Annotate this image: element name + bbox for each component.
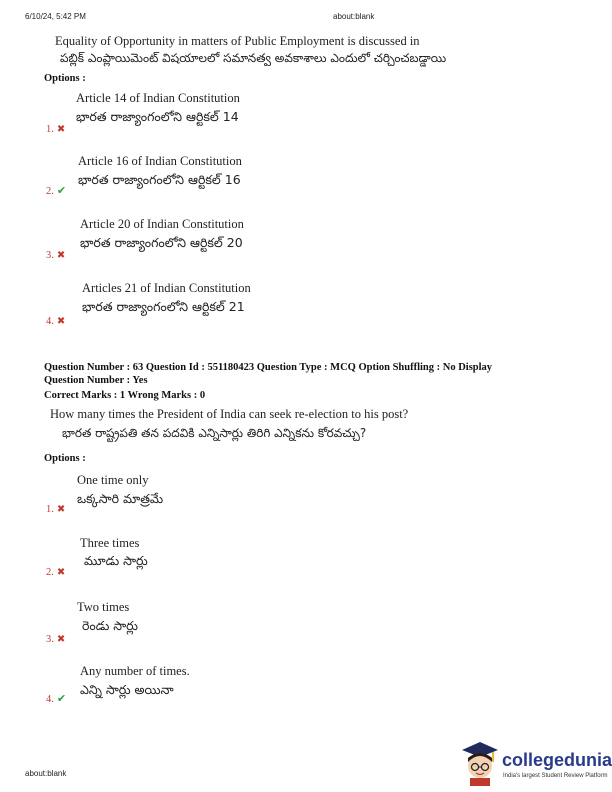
q63-option-1-te: ఒక్కసారి మాత్రమే	[77, 491, 164, 506]
logo-tagline: India's largest Student Review Platform	[503, 773, 608, 779]
correct-check-icon: ✔	[56, 692, 67, 705]
q62-option-1-te: భారత రాజ్యాంగంలోని ఆర్టికల్ 14	[76, 109, 239, 124]
q63-option-4-te: ఎన్ని సార్లు అయినా	[80, 682, 174, 697]
wrong-icon: ✖	[56, 634, 66, 645]
q62-option-3-en: Article 20 of Indian Constitution	[80, 217, 244, 231]
option-number: 1.	[46, 504, 54, 515]
q62-option-4-en: Articles 21 of Indian Constitution	[82, 281, 251, 295]
q63-option-3-marker	[46, 629, 65, 647]
q63-option-2-en: Three times	[80, 536, 140, 550]
wrong-icon: ✖	[56, 567, 66, 578]
q62-option-2-en: Article 16 of Indian Constitution	[78, 154, 242, 168]
option-number: 2.	[46, 186, 54, 197]
logo-name: collegedunia	[502, 750, 612, 770]
option-number: 4.	[46, 316, 54, 327]
q62-option-4-marker	[46, 311, 65, 329]
q63-option-2-te: మూడు సార్లు	[84, 553, 148, 568]
question-63-text-en: How many times the President of India can seek re-election to his post?	[50, 407, 409, 421]
q63-option-1-marker	[46, 499, 65, 517]
q62-option-2-te: భారత రాజ్యాంగంలోని ఆర్టికల్ 16	[78, 172, 241, 187]
question-62-text-en: Equality of Opportunity in matters of Public Employment is discussed in	[55, 34, 420, 48]
question-62-text-te: పబ్లిక్ ఎంప్లాయిమెంట్ విషయాలలో సమానత్వ అవకాశాలు ఎందులో చర్చించబడ్డాయి	[60, 51, 447, 65]
q62-option-4-te: భారత రాజ్యాంగంలోని ఆర్టికల్ 21	[82, 299, 245, 314]
footer-url: about:blank	[25, 769, 67, 778]
print-timestamp: 6/10/24, 5:42 PM	[25, 12, 86, 21]
correct-check-icon: ✔	[56, 184, 67, 197]
question-63-text-te: భారత రాష్ట్రపతి తన పదవికి ఎన్నిసార్లు తిరిగి ఎన్నికను కోరవచ్చు?	[62, 426, 367, 440]
q62-option-3-te: భారత రాజ్యాంగంలోని ఆర్టికల్ 20	[80, 235, 243, 250]
question-63-meta-2: Question Number : Yes	[44, 375, 148, 386]
q63-option-1-en: One time only	[77, 473, 149, 487]
collegedunia-logo	[460, 740, 610, 788]
q63-option-3-en: Two times	[77, 600, 130, 614]
option-number: 4.	[46, 694, 54, 705]
q62-option-3-marker	[46, 245, 65, 263]
wrong-icon: ✖	[56, 124, 66, 135]
wrong-icon: ✖	[56, 504, 66, 515]
student-mascot-icon	[460, 740, 500, 786]
options-label-63: Options :	[44, 453, 86, 464]
q63-option-4-marker	[46, 689, 66, 707]
q62-option-1-marker	[46, 119, 65, 137]
q63-option-4-en: Any number of times.	[80, 664, 190, 678]
option-number: 2.	[46, 567, 54, 578]
page-title: about:blank	[333, 12, 375, 21]
wrong-icon: ✖	[56, 250, 66, 261]
question-63-marks: Correct Marks : 1 Wrong Marks : 0	[44, 390, 206, 401]
q62-option-1-en: Article 14 of Indian Constitution	[76, 91, 240, 105]
q62-option-2-marker	[46, 181, 66, 199]
q63-option-3-te: రెండు సార్లు	[82, 618, 138, 633]
wrong-icon: ✖	[56, 316, 66, 327]
option-number: 3.	[46, 250, 54, 261]
question-63-meta: Question Number : 63 Question Id : 551180423 Question Type : MCQ Option Shuffling : No Display	[44, 362, 493, 373]
option-number: 1.	[46, 124, 54, 135]
q63-option-2-marker	[46, 562, 65, 580]
options-label: Options :	[44, 73, 86, 84]
option-number: 3.	[46, 634, 54, 645]
